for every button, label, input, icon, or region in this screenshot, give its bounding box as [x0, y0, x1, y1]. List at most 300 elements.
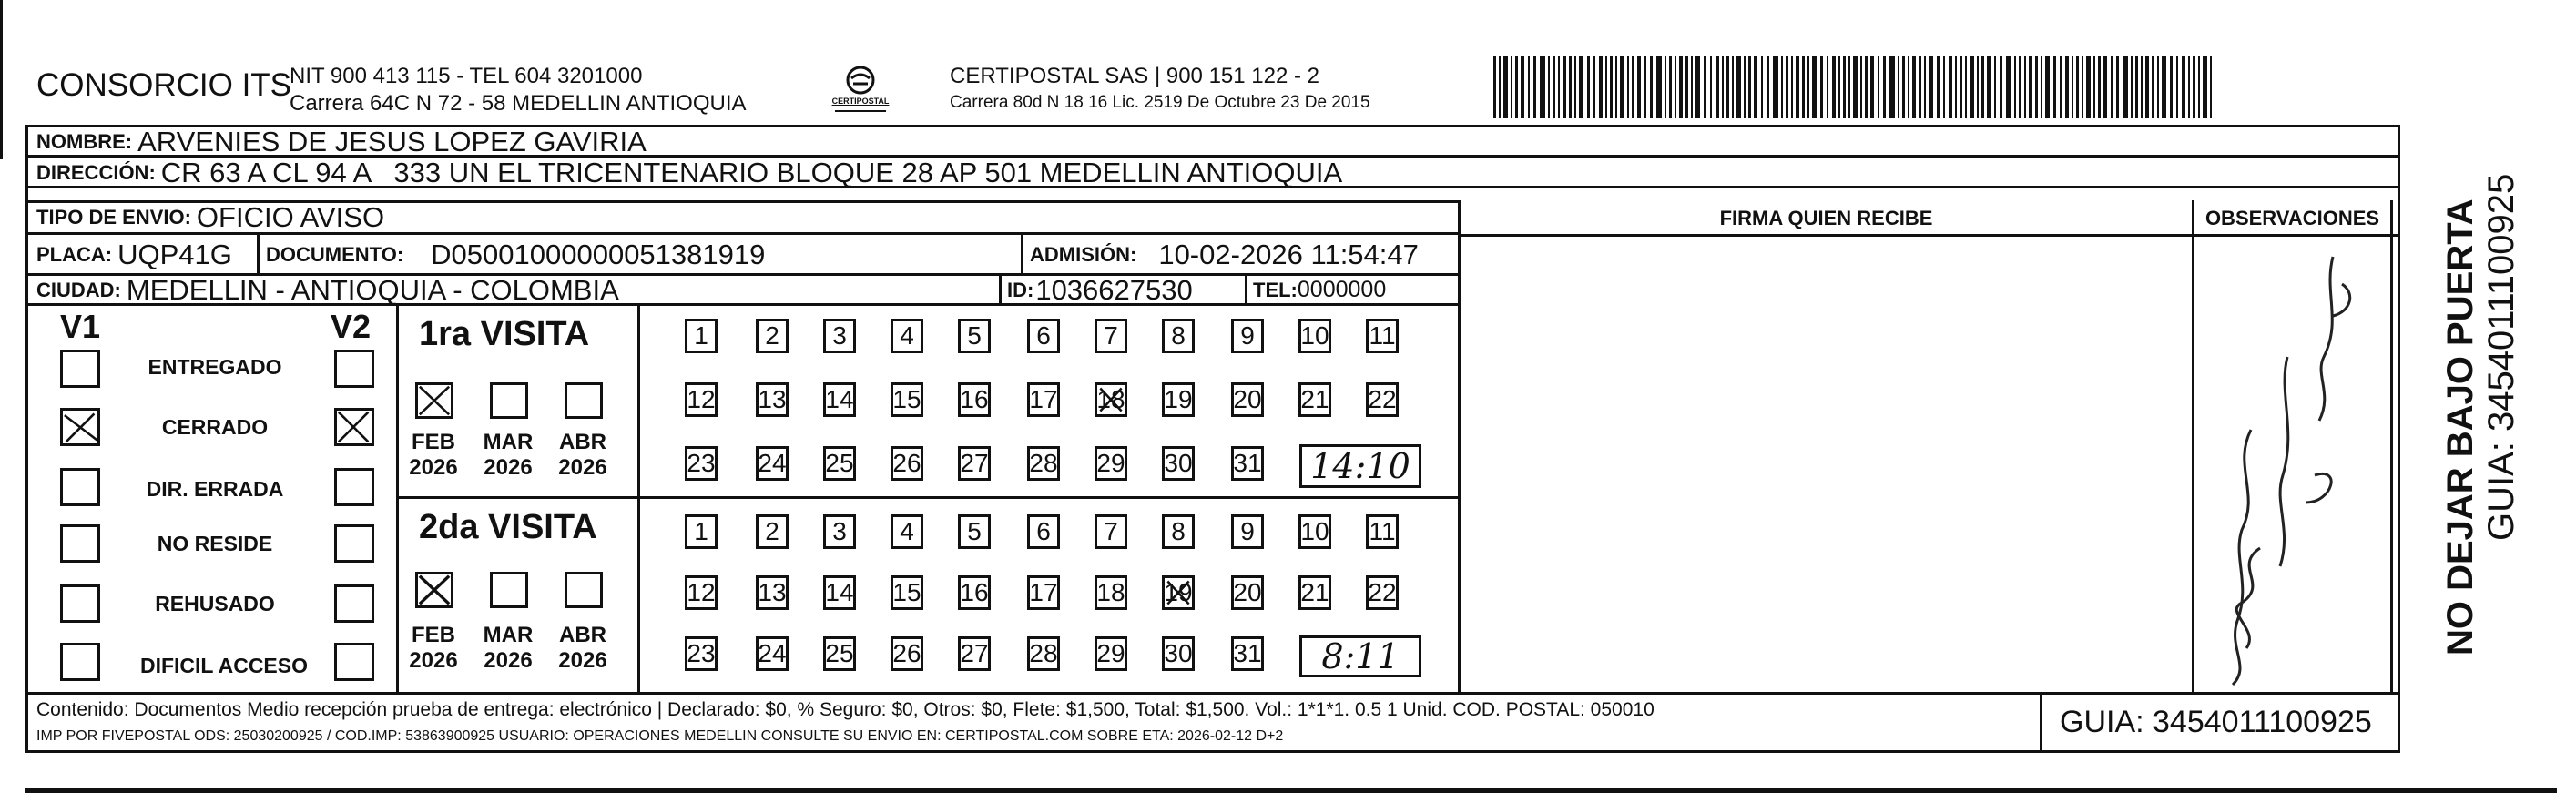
- logo-text: CERTIPOSTAL: [831, 97, 890, 106]
- barcode-bar: [1695, 56, 1700, 118]
- barcode-bar: [1650, 56, 1653, 118]
- barcode-bar: [2014, 56, 2016, 118]
- v1-month-abr-label: ABR 2026: [558, 430, 607, 480]
- barcode-bar: [1870, 56, 1874, 118]
- second-visit-title: 2da VISITA: [419, 508, 597, 546]
- day-number: 11: [1369, 321, 1396, 350]
- barcode-bar: [2135, 56, 2138, 118]
- day-box-4[interactable]: [891, 319, 923, 353]
- placa-value: UQP41G: [117, 239, 232, 270]
- footer-contents: Contenido: Documentos Medio recepción prueba de entrega: electrónico | Declarado: $0, % Seguro: $0, Otros: $0, Flete: $1,500, Total: $1,500. Vol.: 1*1*1. 0.5 1 Unid. COD. POSTAL: 050010: [36, 699, 1655, 720]
- day-number: 8: [1171, 517, 1186, 545]
- day-number: 24: [758, 449, 787, 477]
- nombre-row: [36, 128, 647, 156]
- barcode-bar: [2065, 56, 2069, 118]
- v2-month-feb-label: FEB 2026: [409, 623, 458, 673]
- day-box-15[interactable]: [891, 575, 923, 610]
- day-box-15[interactable]: [891, 382, 923, 417]
- barcode-bar: [1515, 56, 1518, 118]
- day-box-29[interactable]: [1095, 446, 1127, 481]
- day-number: 21: [1300, 385, 1329, 413]
- barcode-bar: [1908, 56, 1909, 118]
- barcode-bar: [1685, 56, 1688, 118]
- barcode-bar: [1898, 56, 1899, 118]
- barcode-bar: [1812, 56, 1817, 118]
- day-box-14[interactable]: [823, 575, 856, 610]
- placa-label: PLACA:: [36, 243, 113, 266]
- barcode-bar: [2045, 56, 2050, 118]
- firma-header: FIRMA QUIEN RECIBE: [1719, 207, 1933, 229]
- barcode-bar: [2170, 56, 2173, 118]
- documento-value: D05001000000051381919: [431, 239, 766, 270]
- second-visit-time[interactable]: 8:11: [1299, 635, 1421, 677]
- day-box-2[interactable]: [756, 319, 789, 353]
- direccion-row: [36, 158, 1342, 188]
- id-row: [1007, 275, 1193, 305]
- day-number: 15: [892, 578, 921, 606]
- day-number: 23: [687, 639, 716, 667]
- margin-line: [0, 0, 3, 159]
- footer-guia: GUIA: 3454011100925: [2060, 705, 2372, 739]
- barcode-bar: [1558, 56, 1560, 118]
- day-number: 19: [1164, 385, 1193, 413]
- day-number: 14: [825, 385, 854, 413]
- day-box-27[interactable]: [958, 446, 991, 481]
- day-number: 24: [758, 639, 787, 667]
- observaciones-header: OBSERVACIONES: [2204, 207, 2380, 229]
- barcode-bar: [1599, 56, 1603, 118]
- barcode-bar: [1802, 56, 1805, 118]
- barcode-bar: [1912, 56, 1916, 118]
- day-number: 18: [1096, 385, 1125, 413]
- day-number: 20: [1233, 385, 1262, 413]
- day-box-7[interactable]: [1095, 319, 1127, 353]
- barcode-bar: [1533, 56, 1536, 118]
- day-box-10[interactable]: [1298, 319, 1331, 353]
- barcode: [1493, 56, 2222, 120]
- barcode-bar: [2103, 56, 2107, 118]
- day-box-16[interactable]: [958, 575, 991, 610]
- tipo-value: OFICIO AVISO: [196, 201, 385, 233]
- v2-dir-errada-checkbox[interactable]: [334, 468, 374, 506]
- barcode-bar: [1710, 56, 1712, 118]
- v2-month-abr-label: ABR 2026: [558, 623, 607, 673]
- v1-rehusado-checkbox[interactable]: [60, 584, 100, 623]
- day-box-21[interactable]: [1298, 382, 1331, 417]
- nombre-label: NOMBRE:: [36, 130, 133, 153]
- day-box-17[interactable]: [1027, 382, 1060, 417]
- nombre-value: ARVENIES DE JESUS LOPEZ GAVIRIA: [137, 128, 647, 156]
- barcode-bar: [1521, 56, 1524, 118]
- day-number: 16: [960, 385, 989, 413]
- day-box-25[interactable]: [823, 446, 856, 481]
- day-number: 26: [892, 639, 921, 667]
- barcode-bar: [1675, 56, 1676, 118]
- barcode-bar: [1665, 56, 1666, 118]
- barcode-bar: [1748, 56, 1751, 118]
- day-number: 16: [960, 578, 989, 606]
- barcode-bar: [1593, 56, 1595, 118]
- first-visit-time[interactable]: 14:10: [1299, 444, 1421, 488]
- v1-month-abr-box[interactable]: [565, 382, 603, 419]
- barcode-bar: [1679, 56, 1683, 118]
- barcode-bar: [2111, 56, 2113, 118]
- day-number: 12: [687, 385, 716, 413]
- id-value: 1036627530: [1035, 275, 1193, 305]
- day-box-28[interactable]: [1027, 636, 1060, 671]
- barcode-bar: [2093, 56, 2095, 118]
- barcode-bar: [1878, 56, 1879, 118]
- day-number: 28: [1029, 449, 1058, 477]
- status-dificil-acceso: DIFICIL ACCESO: [139, 654, 308, 677]
- day-number: 7: [1104, 321, 1118, 350]
- day-number: 3: [832, 517, 847, 545]
- v2-month-mar-label: MAR 2026: [483, 623, 534, 673]
- signature-area[interactable]: [1461, 237, 2191, 692]
- barcode-bar: [2193, 56, 2195, 118]
- status-entregado: ENTREGADO: [148, 355, 282, 379]
- barcode-bar: [1943, 56, 1945, 118]
- day-number: 5: [967, 321, 982, 350]
- barcode-bar: [1691, 56, 1693, 118]
- barcode-bar: [2000, 56, 2002, 118]
- barcode-bar: [1620, 56, 1624, 118]
- barcode-bar: [1807, 56, 1809, 118]
- tel-label: TEL:: [1253, 278, 1298, 301]
- v2-entregado-checkbox[interactable]: [334, 350, 374, 388]
- barcode-bar: [1669, 56, 1672, 118]
- v1-month-feb-box[interactable]: [415, 382, 453, 419]
- documento-row: [266, 235, 765, 275]
- day-number: 9: [1240, 321, 1255, 350]
- day-box-25[interactable]: [823, 636, 856, 671]
- v1-cerrado-checkbox[interactable]: [60, 408, 100, 446]
- day-number: 31: [1233, 639, 1262, 667]
- day-box-23[interactable]: [685, 446, 718, 481]
- barcode-bar: [1656, 56, 1662, 118]
- day-number: 10: [1300, 517, 1329, 545]
- day-number: 17: [1029, 578, 1058, 606]
- v1-month-mar-box[interactable]: [490, 382, 528, 419]
- barcode-bar: [1955, 56, 1957, 118]
- day-number: 3: [832, 321, 847, 350]
- day-number: 1: [694, 517, 708, 545]
- barcode-bar: [2162, 56, 2166, 118]
- day-number: 13: [758, 578, 787, 606]
- barcode-bar: [1977, 56, 1979, 118]
- barcode-bar: [1994, 56, 1996, 118]
- barcode-bar: [2086, 56, 2091, 118]
- day-number: 6: [1036, 321, 1051, 350]
- day-box-18[interactable]: [1095, 575, 1127, 610]
- day-number: 2: [765, 321, 779, 350]
- day-box-17[interactable]: [1027, 575, 1060, 610]
- barcode-bar: [2041, 56, 2042, 118]
- barcode-bar: [1883, 56, 1886, 118]
- day-box-4[interactable]: [891, 514, 923, 549]
- day-box-19[interactable]: [1162, 575, 1195, 610]
- day-number: 21: [1300, 578, 1329, 606]
- barcode-bar: [1924, 56, 1926, 118]
- barcode-bar: [2145, 56, 2149, 118]
- barcode-bar: [1937, 56, 1940, 118]
- v1-label: V1: [60, 308, 101, 345]
- day-box-21[interactable]: [1298, 575, 1331, 610]
- day-box-6[interactable]: [1027, 319, 1060, 353]
- tipo-label: TIPO DE ENVIO:: [36, 206, 191, 229]
- barcode-bar: [1860, 56, 1862, 118]
- barcode-bar: [1637, 56, 1641, 118]
- barcode-bar: [2098, 56, 2101, 118]
- day-number: 25: [825, 449, 854, 477]
- documento-label: DOCUMENTO:: [266, 243, 404, 266]
- barcode-bar: [2053, 56, 2056, 118]
- barcode-bar: [2082, 56, 2083, 118]
- barcode-bar: [1919, 56, 1921, 118]
- day-number: 30: [1164, 449, 1193, 477]
- barcode-bar: [1902, 56, 1905, 118]
- day-number: 18: [1096, 578, 1125, 606]
- day-box-30[interactable]: [1162, 636, 1195, 671]
- day-number: 29: [1096, 639, 1125, 667]
- barcode-bar: [1889, 56, 1895, 118]
- day-number: 2: [765, 517, 779, 545]
- day-box-9[interactable]: [1231, 514, 1264, 549]
- barcode-bar: [1848, 56, 1850, 118]
- day-box-7[interactable]: [1095, 514, 1127, 549]
- day-mark: [1097, 385, 1125, 414]
- barcode-bar: [1579, 56, 1583, 118]
- carrier-name: CERTIPOSTAL SAS | 900 151 122 - 2: [950, 64, 1319, 88]
- day-box-28[interactable]: [1027, 446, 1060, 481]
- day-number: 7: [1104, 517, 1118, 545]
- tel-row: [1253, 275, 1386, 305]
- barcode-bar: [1754, 56, 1757, 118]
- barcode-bar: [1853, 56, 1858, 118]
- direccion-label: DIRECCIÓN:: [36, 161, 156, 184]
- admision-row: [1030, 235, 1419, 275]
- day-box-12[interactable]: [685, 575, 718, 610]
- direccion-value: CR 63 A CL 94 A 333 UN EL TRICENTENARIO BLOQUE 28 AP 501 MEDELLIN ANTIOQUIA: [160, 158, 1343, 188]
- barcode-bar: [2019, 56, 2021, 118]
- barcode-bar: [2176, 56, 2178, 118]
- ciudad-label: CIUDAD:: [36, 278, 121, 301]
- barcode-bar: [2123, 56, 2128, 118]
- barcode-bar: [1791, 56, 1793, 118]
- day-number: 13: [758, 385, 787, 413]
- barcode-bar: [1987, 56, 1991, 118]
- barcode-bar: [2210, 56, 2212, 118]
- fold-line: [25, 788, 2557, 793]
- company-nit: NIT 900 413 115 - TEL 604 3201000: [290, 64, 643, 88]
- day-box-11[interactable]: [1366, 514, 1399, 549]
- barcode-bar: [2203, 56, 2207, 118]
- barcode-bar: [2198, 56, 2200, 118]
- admision-value: 10-02-2026 11:54:47: [1158, 239, 1419, 270]
- tel-value: 0000000: [1297, 277, 1387, 302]
- day-number: 17: [1029, 385, 1058, 413]
- day-box-1[interactable]: [685, 319, 718, 353]
- day-box-22[interactable]: [1366, 575, 1399, 610]
- status-dir-errada: DIR. ERRADA: [146, 477, 284, 501]
- status-no-reside: NO RESIDE: [157, 532, 273, 555]
- day-number: 8: [1171, 321, 1186, 350]
- day-number: 15: [892, 385, 921, 413]
- day-box-26[interactable]: [891, 446, 923, 481]
- barcode-bar: [1929, 56, 1933, 118]
- day-number: 4: [900, 517, 914, 545]
- day-number: 27: [960, 639, 989, 667]
- day-number: 22: [1368, 578, 1397, 606]
- day-box-5[interactable]: [958, 514, 991, 549]
- day-number: 5: [967, 517, 982, 545]
- day-number: 25: [825, 639, 854, 667]
- barcode-bar: [1610, 56, 1613, 118]
- day-box-22[interactable]: [1366, 382, 1399, 417]
- ciudad-value: MEDELLIN - ANTIOQUIA - COLOMBIA: [126, 275, 619, 305]
- day-box-11[interactable]: [1366, 319, 1399, 353]
- day-number: 20: [1233, 578, 1262, 606]
- day-box-8[interactable]: [1162, 319, 1195, 353]
- day-number: 11: [1369, 517, 1396, 545]
- day-number: 22: [1368, 385, 1397, 413]
- day-number: 4: [900, 321, 914, 350]
- barcode-bar: [1960, 56, 1962, 118]
- day-box-20[interactable]: [1231, 382, 1264, 417]
- day-box-24[interactable]: [756, 446, 789, 481]
- side-guia: GUIA: 3454011100925: [2481, 173, 2521, 541]
- barcode-bar: [2131, 56, 2133, 118]
- day-box-2[interactable]: [756, 514, 789, 549]
- day-box-29[interactable]: [1095, 636, 1127, 671]
- day-box-16[interactable]: [958, 382, 991, 417]
- day-number: 12: [687, 578, 716, 606]
- barcode-bar: [2157, 56, 2159, 118]
- status-rehusado: REHUSADO: [155, 592, 275, 615]
- certipostal-logo: [824, 62, 897, 117]
- day-number: 29: [1096, 449, 1125, 477]
- v2-label: V2: [331, 308, 372, 345]
- day-box-31[interactable]: [1231, 636, 1264, 671]
- v1-month-feb-label: FEB 2026: [409, 430, 458, 480]
- v1-dificil-acceso-checkbox[interactable]: [60, 643, 100, 681]
- barcode-bar: [1563, 56, 1566, 118]
- company-address: Carrera 64C N 72 - 58 MEDELLIN ANTIOQUIA: [290, 91, 747, 116]
- day-box-27[interactable]: [958, 636, 991, 671]
- day-number: 23: [687, 449, 716, 477]
- barcode-bar: [1632, 56, 1634, 118]
- day-box-3[interactable]: [823, 319, 856, 353]
- v2-month-mar-box[interactable]: [490, 572, 528, 608]
- barcode-bar: [2182, 56, 2185, 118]
- barcode-bar: [1574, 56, 1576, 118]
- v2-no-reside-checkbox[interactable]: [334, 524, 374, 563]
- v1-month-mar-label: MAR 2026: [483, 430, 534, 480]
- day-box-18[interactable]: [1095, 382, 1127, 417]
- v2-month-abr-box[interactable]: [565, 572, 603, 608]
- barcode-bar: [1548, 56, 1550, 118]
- barcode-bar: [1587, 56, 1590, 118]
- barcode-bar: [1970, 56, 1974, 118]
- day-box-19[interactable]: [1162, 382, 1195, 417]
- barcode-bar: [2072, 56, 2073, 118]
- barcode-bar: [1781, 56, 1783, 118]
- barcode-bar: [2035, 56, 2038, 118]
- day-box-13[interactable]: [756, 382, 789, 417]
- day-number: 10: [1300, 321, 1329, 350]
- barcode-bar: [2029, 56, 2032, 118]
- barcode-bar: [1627, 56, 1629, 118]
- day-box-26[interactable]: [891, 636, 923, 671]
- day-number: 28: [1029, 639, 1058, 667]
- day-box-13[interactable]: [756, 575, 789, 610]
- day-number: 9: [1240, 517, 1255, 545]
- v2-dificil-acceso-checkbox[interactable]: [334, 643, 374, 681]
- day-box-8[interactable]: [1162, 514, 1195, 549]
- v2-month-feb-box[interactable]: [415, 572, 453, 608]
- barcode-bar: [2024, 56, 2026, 118]
- day-number: 26: [892, 449, 921, 477]
- barcode-bar: [1820, 56, 1823, 118]
- v1-dir-errada-checkbox[interactable]: [60, 468, 100, 506]
- day-box-12[interactable]: [685, 382, 718, 417]
- barcode-bar: [1644, 56, 1646, 118]
- barcode-bar: [1540, 56, 1545, 118]
- no-dejar-bajo-puerta-notice: NO DEJAR BAJO PUERTA: [2440, 198, 2480, 656]
- day-box-1[interactable]: [685, 514, 718, 549]
- placa-row: [36, 235, 232, 275]
- day-number: 14: [825, 578, 854, 606]
- day-box-24[interactable]: [756, 636, 789, 671]
- v1-entregado-checkbox[interactable]: [60, 350, 100, 388]
- observations-handwriting: [2196, 239, 2388, 689]
- barcode-bar: [1949, 56, 1952, 118]
- barcode-bar: [1615, 56, 1617, 118]
- status-cerrado: CERRADO: [161, 415, 269, 439]
- v1-no-reside-checkbox[interactable]: [60, 524, 100, 563]
- footer-print-info: IMP POR FIVEPOSTAL ODS: 25030200925 / COD.IMP: 53863900925 USUARIO: OPERACIONES MEDELLIN CONSULTE SU ENVIO EN: CERTIPOSTAL.COM SOBRE ETA: 2026-02-12 D+2: [36, 728, 1284, 744]
- v2-cerrado-checkbox[interactable]: [334, 408, 374, 446]
- day-box-31[interactable]: [1231, 446, 1264, 481]
- barcode-bar: [1773, 56, 1778, 118]
- day-box-23[interactable]: [685, 636, 718, 671]
- barcode-bar: [1732, 56, 1734, 118]
- barcode-bar: [1704, 56, 1706, 118]
- barcode-bar: [1965, 56, 1967, 118]
- barcode-bar: [1838, 56, 1840, 118]
- barcode-bar: [2152, 56, 2154, 118]
- day-box-20[interactable]: [1231, 575, 1264, 610]
- day-box-5[interactable]: [958, 319, 991, 353]
- day-number: 31: [1233, 449, 1262, 477]
- day-box-14[interactable]: [823, 382, 856, 417]
- barcode-bar: [1528, 56, 1530, 118]
- barcode-bar: [1605, 56, 1607, 118]
- day-box-9[interactable]: [1231, 319, 1264, 353]
- day-box-6[interactable]: [1027, 514, 1060, 549]
- v2-rehusado-checkbox[interactable]: [334, 584, 374, 623]
- admision-label: ADMISIÓN:: [1030, 243, 1137, 266]
- barcode-bar: [1786, 56, 1788, 118]
- day-number: 6: [1036, 517, 1051, 545]
- first-visit-title: 1ra VISITA: [419, 315, 590, 353]
- barcode-bar: [1981, 56, 1984, 118]
- day-box-3[interactable]: [823, 514, 856, 549]
- ciudad-row: [36, 275, 619, 305]
- barcode-bar: [2188, 56, 2190, 118]
- day-box-30[interactable]: [1162, 446, 1195, 481]
- day-box-10[interactable]: [1298, 514, 1331, 549]
